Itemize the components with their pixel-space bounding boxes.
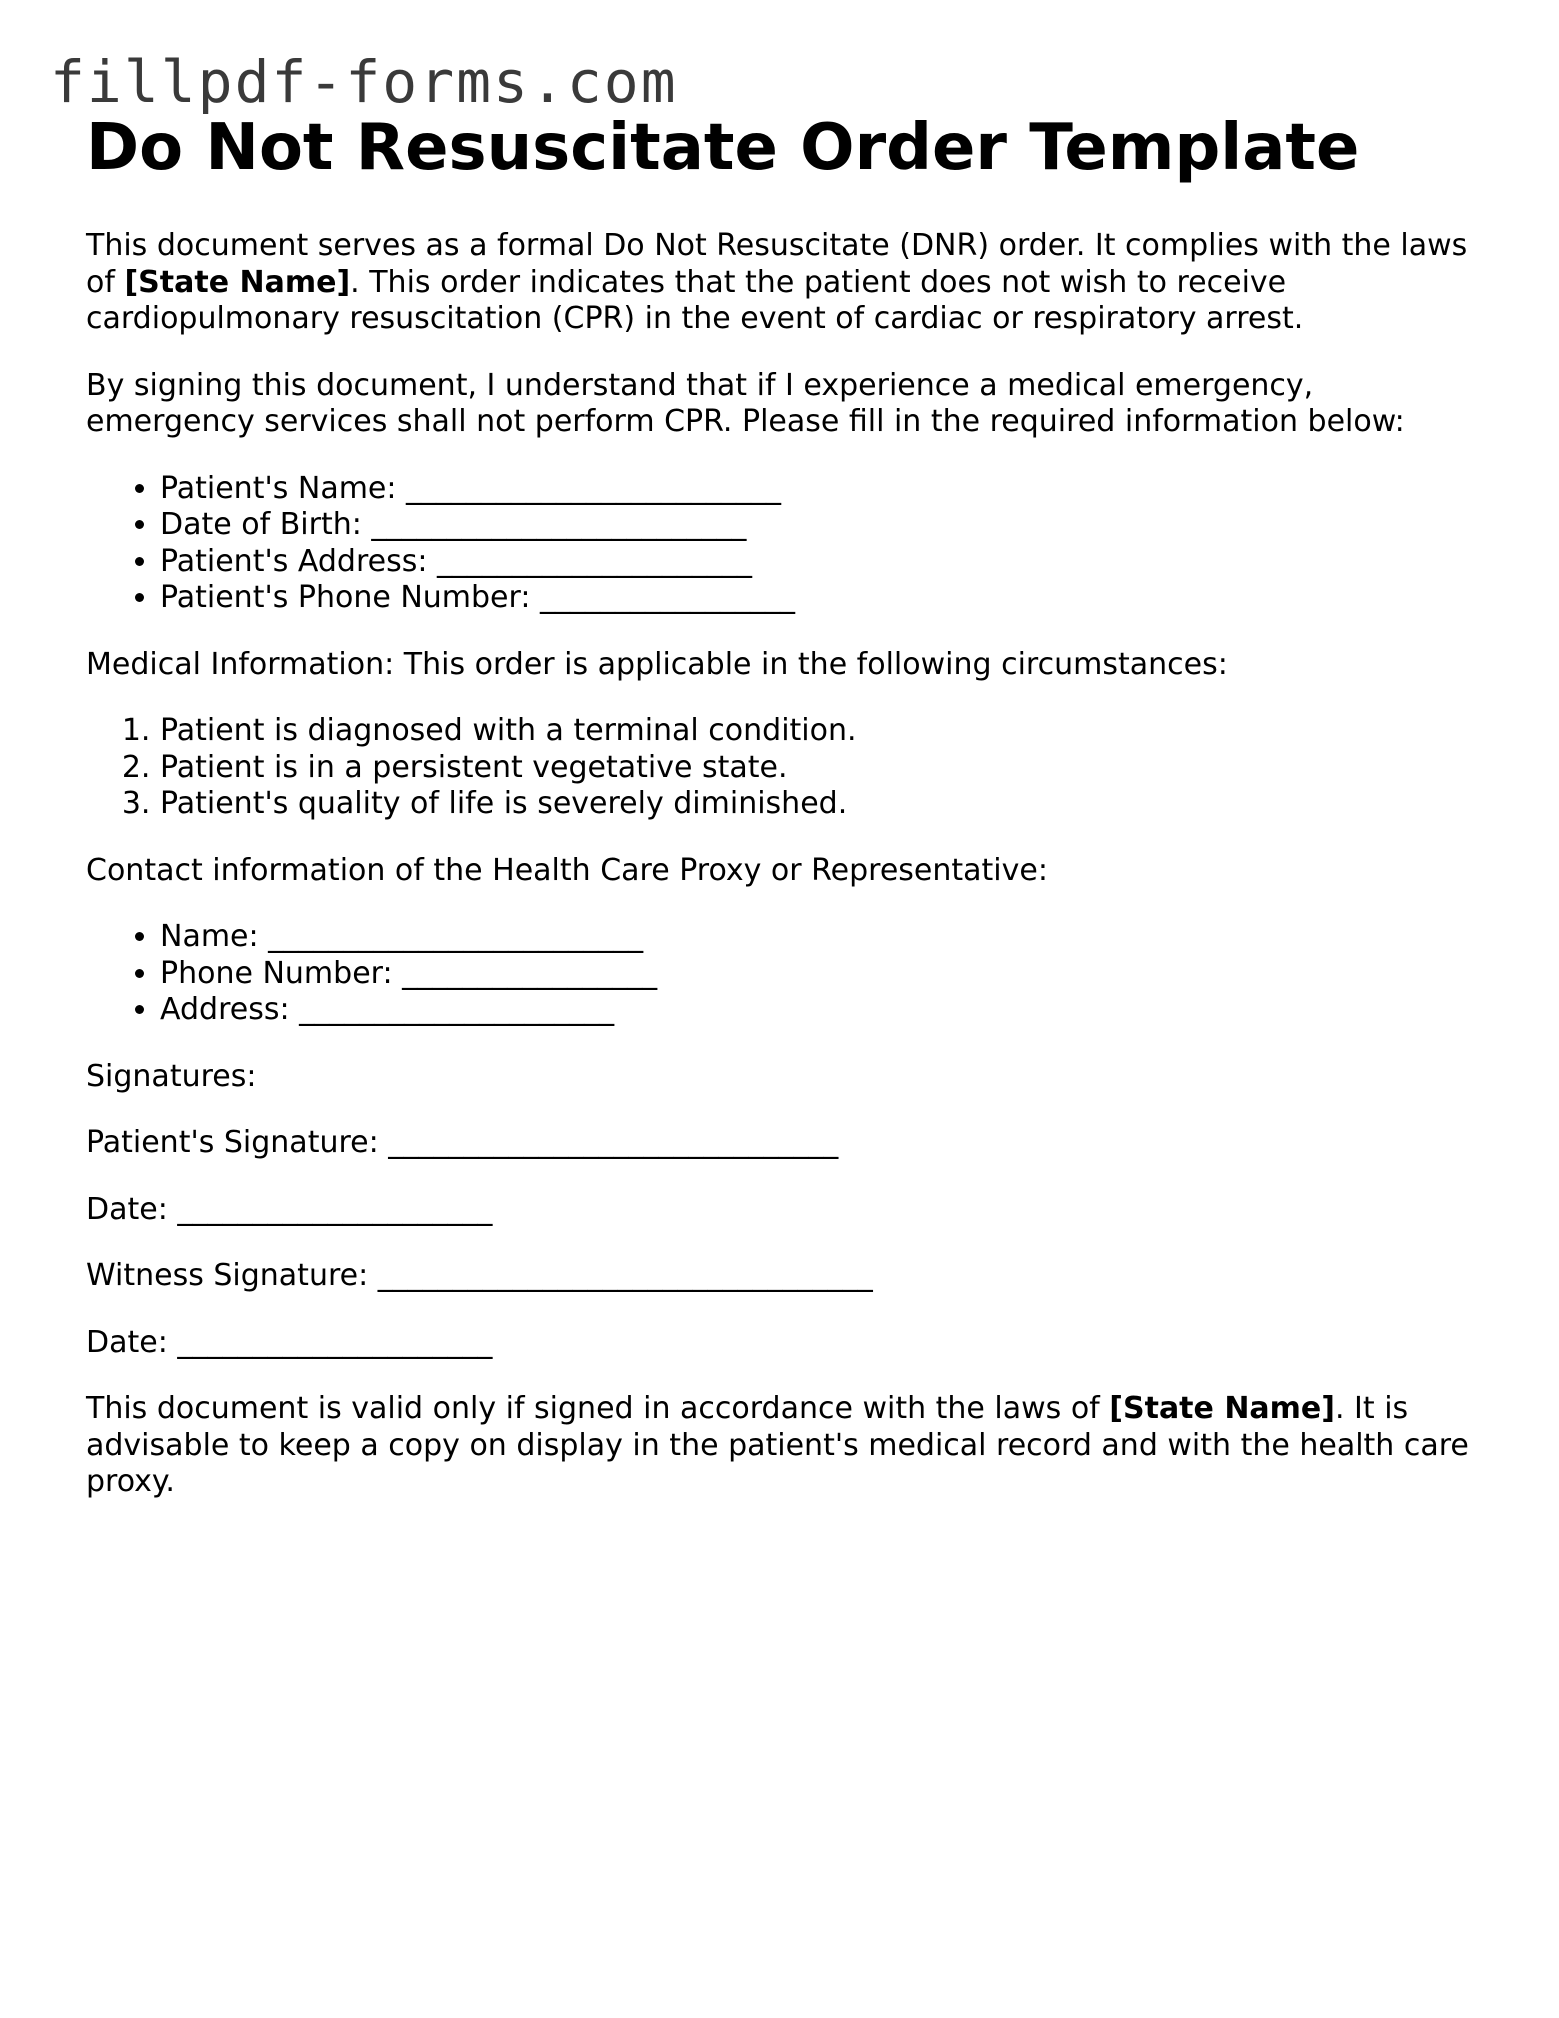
field-label: Patient's Phone Number: [160,580,540,615]
fill-line[interactable]: _________________________ [406,470,782,506]
field-label: Name: [160,919,269,954]
closing-paragraph [86,1391,1486,1501]
patient-info-list [86,471,1486,617]
field-label: Patient's Address: [160,543,437,579]
proxy-name-field[interactable] [160,919,1486,956]
field-label: Address: [160,992,300,1027]
proxy-heading: Contact information of the Health Care Proxy or Representative: [86,852,1048,888]
field-label: Witness Signature: [86,1258,378,1293]
condition-item: 1. Patient is diagnosed with a terminal condition. [160,713,1486,750]
field-label: Date of Birth: [160,507,372,542]
condition-item: 3. Patient's quality of life is severely diminished. [160,786,1486,823]
fill-line[interactable]: _____________________ [299,992,615,1027]
site-watermark: fillpdf-forms.com [50,48,678,116]
witness-date-field[interactable] [86,1325,1486,1362]
condition-item: 2. Patient is in a persistent vegetative state. [160,750,1486,787]
patient-phone-field[interactable] [160,580,1486,617]
fill-line[interactable]: _________________________________ [377,1258,873,1293]
fill-line[interactable]: ______________________________ [388,1125,839,1160]
fill-line[interactable]: _____________________ [177,1191,493,1227]
page-title: Do Not Resuscitate Order Template [86,111,1360,185]
patient-name-field[interactable] [160,471,1486,508]
field-label: Patient's Signature: [86,1125,389,1160]
document-page [86,110,1486,1531]
proxy-phone-field[interactable] [160,956,1486,993]
fill-line[interactable]: _________________ [402,955,658,991]
patient-address-field[interactable] [160,544,1486,581]
closing-text-1: This document is valid only if signed in accordance with the laws of [86,1391,1110,1426]
conditions-list [86,713,1486,823]
medical-info-paragraph: Medical Information: This order is applicable in the following circumstances: [86,646,1228,682]
fill-line[interactable]: _________________________ [268,919,644,954]
intro-text-1: This document serves as a formal Do Not Resuscitate (DNR) order. It complies with the laws of [86,228,1468,300]
state-name-placeholder: [State Name] [124,264,351,300]
intro-text-2: . This order indicates that the patient does not wish to receive cardiopulmonary resuscitation (CPR) in the event of cardiac or respiratory arrest. [86,264,1304,336]
field-label: Date: [86,1191,178,1227]
field-label: Phone Number: [160,955,403,991]
date-of-birth-field[interactable] [160,507,1486,544]
fill-line[interactable]: _____________________ [177,1324,493,1360]
patient-date-field[interactable] [86,1192,1486,1229]
proxy-info-list [86,919,1486,1029]
field-label: Patient's Name: [160,470,407,506]
patient-signature-field[interactable] [86,1125,1486,1162]
state-name-placeholder: [State Name] [1109,1391,1335,1426]
fill-line[interactable]: _________________________ [371,507,747,542]
intro-paragraph [86,228,1486,338]
witness-signature-field[interactable] [86,1258,1486,1295]
fill-line[interactable]: _________________ [539,580,795,615]
field-label: Date: [86,1324,178,1360]
proxy-address-field[interactable] [160,992,1486,1029]
closing-text-2: . It is advisable to keep a copy on display in the patient's medical record and with the health care proxy. [86,1391,1469,1499]
signatures-heading: Signatures: [86,1058,257,1094]
fill-line[interactable]: _____________________ [437,543,752,579]
instructions-paragraph: By signing this document, I understand that if I experience a medical emergency, emergency services shall not perform CPR. Please fill in the required information below: [86,367,1405,439]
